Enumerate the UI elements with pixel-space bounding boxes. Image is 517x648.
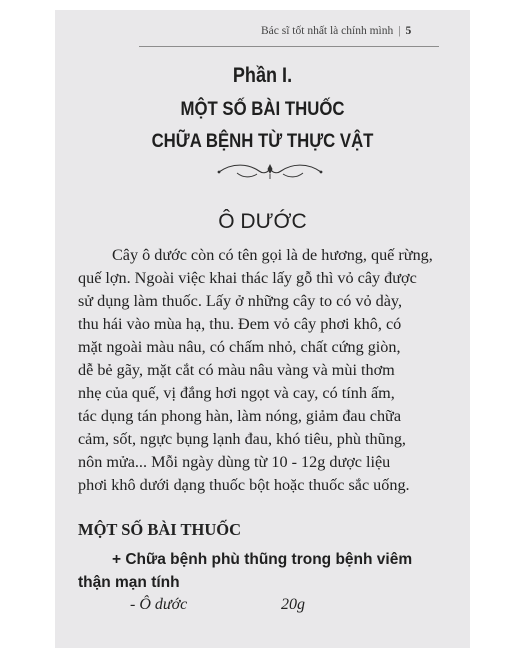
remedies-title: MỘT SỐ BÀI THUỐC (78, 520, 242, 539)
paragraph-line: thu hái vào mùa hạ, thu. Đem vỏ cây phơi khô, có (78, 315, 402, 333)
header-separator: | (398, 25, 401, 37)
paragraph-line: mặt ngoài màu nâu, có chấm nhỏ, chất cứng giòn, (78, 338, 401, 356)
paragraph-line: cảm, sốt, ngực bụng lạnh đau, khó tiêu, phù thũng, (78, 430, 406, 448)
paragraph-line: tác dụng tán phong hàn, làm nóng, giảm đau chữa (78, 407, 401, 425)
paragraph-line: Cây ô dước còn có tên gọi là de hương, quế rừng, (112, 246, 433, 264)
remedy-heading-line-2: thận mạn tính (78, 574, 180, 591)
part-title-line-1: MỘT SỐ BÀI THUỐC (180, 98, 345, 120)
page-number: 5 (405, 25, 412, 37)
running-title: Bác sĩ tốt nhất là chính mình (261, 25, 394, 37)
remedy-heading-line-1: + Chữa bệnh phù thũng trong bệnh viêm (112, 551, 413, 568)
paragraph-line: dễ bẻ gãy, mặt cắt có màu nâu vàng và mùi thơm (78, 361, 395, 379)
paragraph-line: nhẹ của quế, vị đắng hơi ngọt và cay, có tính ấm, (78, 384, 395, 402)
paragraph-line: nôn mửa... Mỗi ngày dùng từ 10 - 12g dược liệu (78, 453, 391, 471)
remedy-heading (78, 548, 468, 594)
paragraph-line: quế lợn. Ngoài việc khai thác lấy gỗ thì vỏ cây được (78, 269, 417, 287)
paragraph-line: phơi khô dưới dạng thuốc bột hoặc thuốc sắc uống. (78, 476, 410, 494)
paragraph-line: sử dụng làm thuốc. Lấy ở những cây to có vỏ dày, (78, 292, 403, 310)
part-title-line-2: CHỮA BỆNH TỪ THỰC VẬT (151, 130, 374, 152)
body-paragraph (78, 244, 470, 497)
ingredient-amount: 20g (281, 596, 305, 613)
header-rule (139, 46, 439, 47)
book-page (55, 10, 470, 648)
ornament-flourish-icon (215, 160, 325, 182)
running-header (261, 25, 411, 37)
section-title: Ô DƯỚC (218, 210, 307, 233)
ingredient-name: - Ô dước (130, 596, 188, 613)
part-label: Phần I. (232, 64, 293, 87)
